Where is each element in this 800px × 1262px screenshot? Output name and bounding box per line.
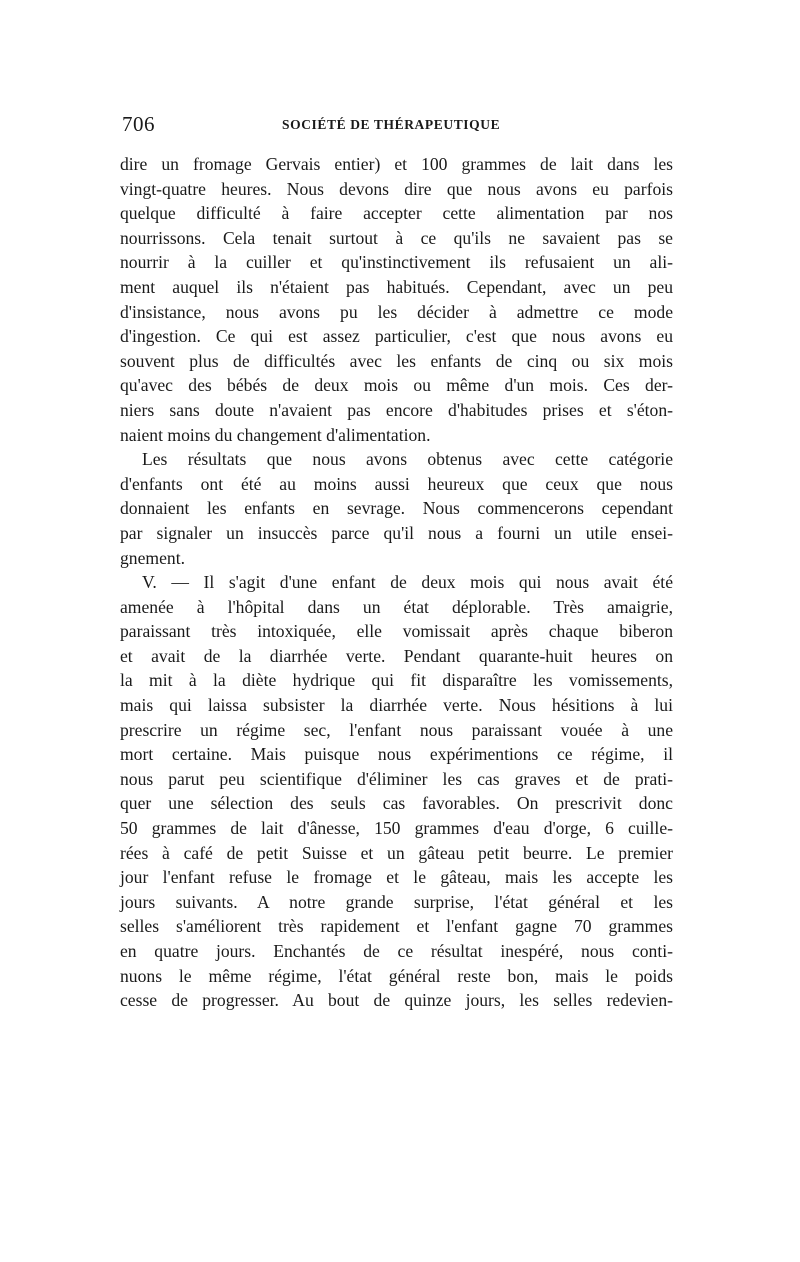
text-line: naient moins du changement d'alimentation. bbox=[120, 424, 431, 445]
text-line: 50 grammes de lait d'ânesse, 150 grammes d'eau d'orge, 6 cuille- bbox=[120, 818, 673, 839]
page-header bbox=[122, 112, 672, 142]
text-line: jours suivants. A notre grande surprise, l'état général et les bbox=[120, 891, 673, 912]
page-number: 706 bbox=[122, 112, 155, 136]
text-line: rées à café de petit Suisse et un gâteau petit beurre. Le premier bbox=[120, 842, 673, 863]
text-line: et avait de la diarrhée verte. Pendant quarante-huit heures on bbox=[120, 645, 673, 666]
text-line: V. — Il s'agit d'une enfant de deux mois qui nous avait été bbox=[142, 572, 673, 593]
text-line: vingt-quatre heures. Nous devons dire que nous avons eu parfois bbox=[120, 178, 673, 199]
text-line: par signaler un insuccès parce qu'il nous a fourni un utile ensei- bbox=[120, 522, 673, 543]
text-line: en quatre jours. Enchantés de ce résultat inespéré, nous conti- bbox=[120, 941, 673, 961]
text-line: niers sans doute n'avaient pas encore d'habitudes prises et s'éton- bbox=[120, 399, 673, 420]
text-line: quer une sélection des seuls cas favorables. On prescrivit donc bbox=[120, 793, 673, 814]
text-line: la mit à la diète hydrique qui fit disparaître les vomissements, bbox=[120, 670, 673, 691]
text-line: d'enfants ont été au moins aussi heureux que ceux que nous bbox=[120, 473, 673, 494]
body-text bbox=[120, 152, 673, 1013]
text-line: paraissant très intoxiquée, elle vomissait après chaque biberon bbox=[120, 621, 673, 642]
paragraph-2 bbox=[120, 447, 673, 570]
text-line: amenée à l'hôpital dans un état déplorable. Très amaigrie, bbox=[120, 596, 673, 617]
running-head: SOCIÉTÉ DE THÉRAPEUTIQUE bbox=[282, 117, 501, 132]
text-line: quelque difficulté à faire accepter cette alimentation par nos bbox=[120, 203, 673, 224]
text-line: d'ingestion. Ce qui est assez particulier, c'est que nous avons eu bbox=[120, 326, 673, 347]
paragraph-3 bbox=[120, 570, 673, 1013]
text-line: dire un fromage Gervais entier) et 100 grammes de lait dans les bbox=[120, 154, 673, 174]
text-line: mais qui laissa subsister la diarrhée verte. Nous hésitions à lui bbox=[120, 695, 673, 716]
text-line: selles s'améliorent très rapidement et l'enfant gagne 70 grammes bbox=[120, 916, 673, 937]
text-line: qu'avec des bébés de deux mois ou même d'un mois. Ces der- bbox=[120, 375, 673, 396]
text-line: nourrir à la cuiller et qu'instinctivement ils refusaient un ali- bbox=[120, 252, 673, 273]
text-line: mort certaine. Mais puisque nous expérimentions ce régime, il bbox=[120, 744, 673, 765]
text-line: d'insistance, nous avons pu les décider à admettre ce mode bbox=[120, 301, 673, 322]
text-line: jour l'enfant refuse le fromage et le gâteau, mais les accepte les bbox=[120, 867, 673, 888]
text-line: gnement. bbox=[120, 547, 185, 568]
text-line: nourrissons. Cela tenait surtout à ce qu'ils ne savaient pas se bbox=[120, 227, 673, 248]
text-line: nuons le même régime, l'état général reste bon, mais le poids bbox=[120, 965, 673, 986]
text-line: prescrire un régime sec, l'enfant nous paraissant vouée à une bbox=[120, 719, 673, 740]
text-line: cesse de progresser. Au bout de quinze jours, les selles redevien- bbox=[120, 990, 673, 1011]
text-line: nous parut peu scientifique d'éliminer les cas graves et de prati- bbox=[120, 768, 673, 789]
text-line: Les résultats que nous avons obtenus avec cette catégorie bbox=[142, 449, 673, 470]
paragraph-1 bbox=[120, 152, 673, 447]
text-line: souvent plus de difficultés avec les enfants de cinq ou six mois bbox=[120, 350, 673, 371]
text-line: ment auquel ils n'étaient pas habitués. Cependant, avec un peu bbox=[120, 276, 673, 297]
text-line: donnaient les enfants en sevrage. Nous commencerons cependant bbox=[120, 498, 673, 519]
